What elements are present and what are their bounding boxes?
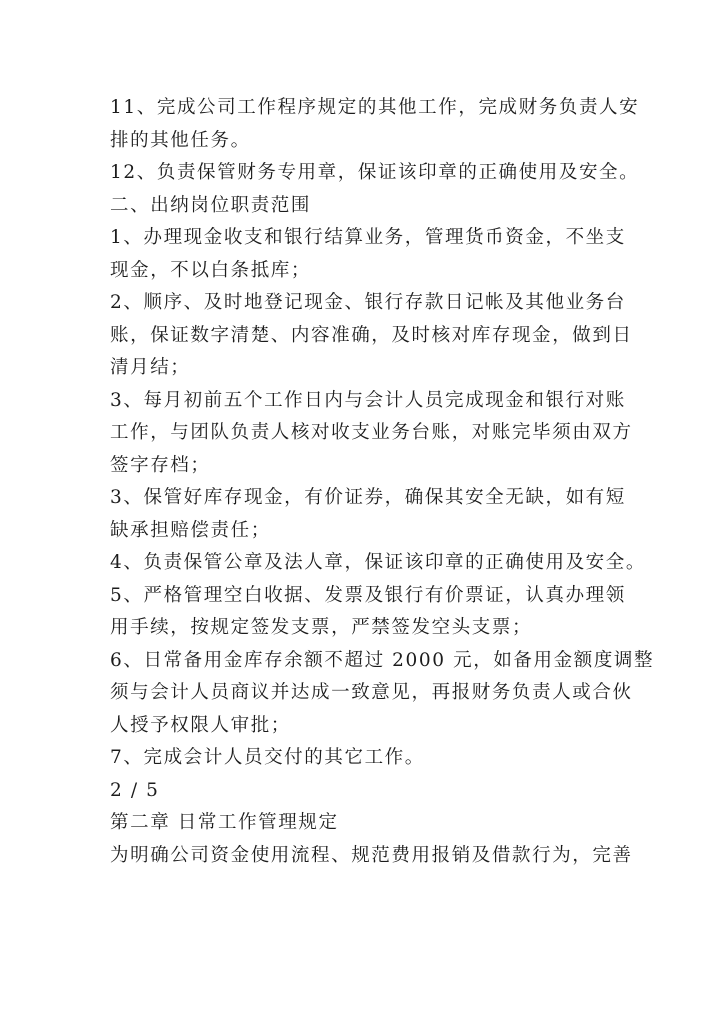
text-line: 5、严格管理空白收据、发票及银行有价票证，认真办理领 bbox=[110, 584, 626, 606]
text-line: 为明确公司资金使用流程、规范费用报销及借款行为，完善 bbox=[110, 844, 633, 866]
text-line: 清月结； bbox=[110, 357, 191, 378]
text-line: 11、完成公司工作程序规定的其他工作，完成财务负责人安 bbox=[110, 97, 640, 118]
text-line: 2、顺序、及时地登记现金、银行存款日记帐及其他业务台 bbox=[110, 292, 626, 313]
text-line: 1、办理现金收支和银行结算业务，管理货币资金，不坐支 bbox=[110, 227, 626, 248]
text-line: 须与会计人员商议并达成一致意见，再报财务负责人或合伙 bbox=[110, 682, 633, 703]
section-heading: 二、出纳岗位职责范围 bbox=[110, 194, 312, 216]
text-line: 签字存档； bbox=[110, 454, 211, 476]
text-line: 账，保证数字清楚、内容准确，及时核对库存现金，做到日 bbox=[110, 324, 633, 346]
text-line: 用手续，按规定签发支票，严禁签发空头支票； bbox=[110, 617, 533, 638]
page-number: 2 / 5 bbox=[110, 779, 160, 801]
chapter-heading: 第二章 日常工作管理规定 bbox=[110, 812, 339, 833]
text-line: 3、每月初前五个工作日内与会计人员完成现金和银行对账 bbox=[110, 389, 626, 411]
text-line: 7、完成会计人员交付的其它工作。 bbox=[110, 747, 425, 768]
text-line: 人授予权限人审批； bbox=[110, 714, 291, 736]
text-line: 12、负责保管财务专用章，保证该印章的正确使用及安全。 bbox=[110, 162, 640, 183]
document-body bbox=[110, 92, 655, 872]
text-line: 3、保管好库存现金，有价证券，确保其安全无缺，如有短 bbox=[110, 487, 626, 508]
text-line: 6、日常备用金库存余额不超过 2000 元，如备用金额度调整 bbox=[110, 649, 655, 671]
text-line: 缺承担赔偿责任； bbox=[110, 519, 271, 541]
text-line: 4、负责保管公章及法人章，保证该印章的正确使用及安全。 bbox=[110, 552, 646, 573]
text-line: 工作，与团队负责人核对收支业务台账，对账完毕须由双方 bbox=[110, 422, 633, 443]
text-line: 排的其他任务。 bbox=[110, 129, 251, 151]
text-line: 现金，不以白条抵库； bbox=[110, 259, 312, 281]
